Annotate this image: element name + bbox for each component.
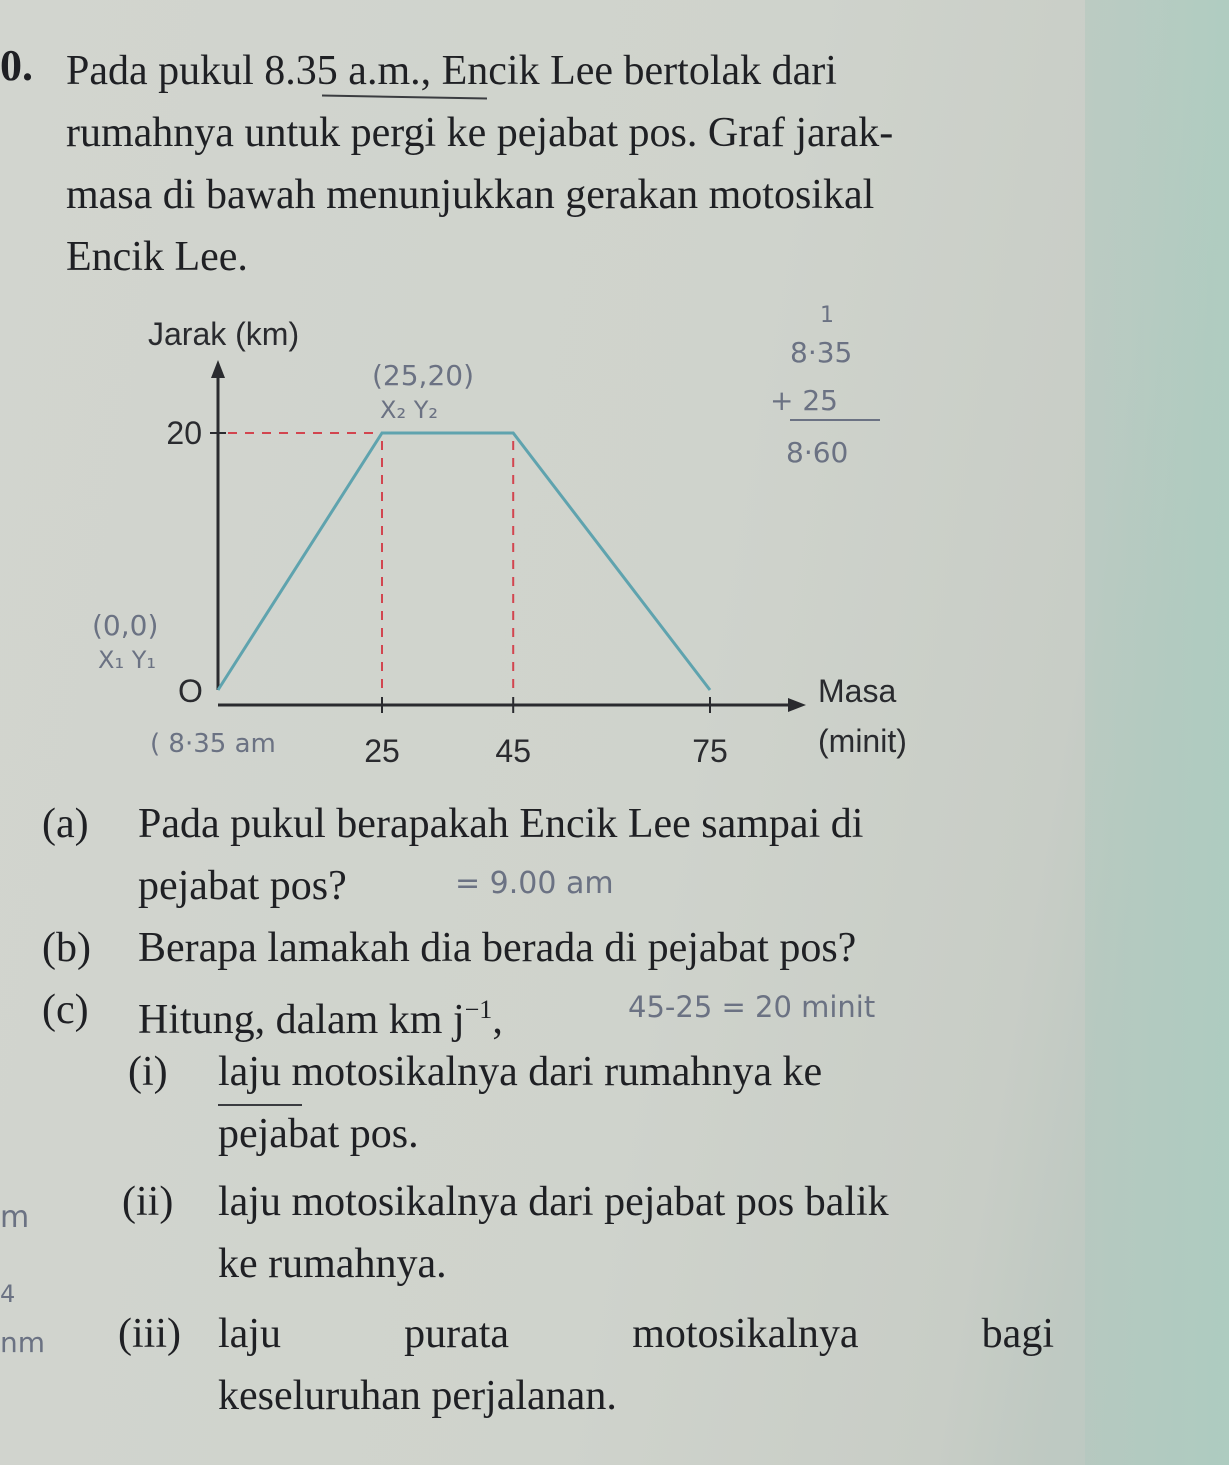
x-axis-label-line2: (minit): [818, 723, 907, 759]
part-a-line1: Pada pukul berapakah Encik Lee sampai di: [138, 801, 864, 847]
x-tick-label: 75: [692, 733, 728, 769]
question-line: rumahnya untuk pergi ke pejabat pos. Graf jarak-: [66, 110, 894, 156]
handwritten-calc-line2: + 25: [770, 384, 838, 417]
handwritten-answer-a: = 9.00 am: [455, 866, 614, 901]
part-c-i-line2: pejabat pos.: [218, 1111, 419, 1157]
handwritten-margin-m: m: [0, 1200, 30, 1235]
part-c-ii-label: (ii): [122, 1179, 174, 1225]
part-c-iii-label: (iii): [118, 1311, 181, 1357]
y-tick-label: 20: [166, 415, 202, 451]
x-tick-label: 45: [495, 733, 531, 769]
part-c-iii-word: motosikalnya: [632, 1311, 859, 1357]
handwritten-point-top-vars: X₂ Y₂: [380, 396, 438, 424]
question-line: masa di bawah menunjukkan gerakan motosikal: [66, 172, 875, 218]
origin-label: O: [178, 673, 203, 709]
part-c-iii-word: purata: [404, 1311, 510, 1357]
part-a-label: (a): [42, 801, 89, 847]
part-c-superscript: −1: [464, 995, 493, 1024]
part-b-text: Berapa lamakah dia berada di pejabat pos?: [138, 925, 857, 971]
handwritten-point-origin-vars: X₁ Y₁: [98, 646, 156, 674]
part-a-line2: pejabat pos?: [138, 863, 347, 909]
handwritten-margin-nm: nm: [0, 1326, 46, 1359]
distance-series-line: [218, 433, 710, 690]
handwritten-calc-line1: 8·35: [790, 336, 853, 369]
part-c-iii-word: bagi: [981, 1311, 1054, 1357]
part-b-label: (b): [42, 925, 91, 971]
question-line: Pada pukul 8.35 a.m., Encik Lee bertolak dari: [66, 48, 837, 94]
handwritten-margin-4: 4: [0, 1280, 16, 1308]
part-c-i-label: (i): [128, 1049, 168, 1095]
part-c-ii-line2: ke rumahnya.: [218, 1241, 447, 1287]
y-axis-label: Jarak (km): [148, 316, 300, 352]
part-c-text-main: Hitung, dalam km j: [138, 997, 465, 1043]
part-c-comma: ,: [492, 997, 503, 1043]
question-number: 0.: [0, 41, 33, 90]
question-paragraph: [66, 40, 1046, 288]
x-axis-label-line1: Masa: [818, 673, 897, 709]
part-c-text: [138, 986, 503, 1044]
handwritten-point-top: (25,20): [372, 359, 475, 392]
handwritten-calc-line3: 8·60: [786, 436, 849, 469]
handwritten-start-time: ( 8·35 am: [150, 729, 276, 759]
part-c-ii-line1: laju motosikalnya dari pejabat pos balik: [218, 1179, 889, 1225]
part-c-iii-word: laju: [218, 1311, 281, 1357]
part-c-iii-line1: [218, 1310, 1054, 1358]
distance-time-graph: [0, 290, 1229, 790]
handwritten-underline-laju: [218, 1104, 302, 1106]
part-c-iii-line2: keseluruhan perjalanan.: [218, 1373, 617, 1419]
question-line: Encik Lee.: [66, 234, 248, 280]
handwritten-answer-b: 45-25 = 20 minit: [628, 990, 876, 1024]
x-axis-arrow: [788, 698, 806, 712]
y-axis-arrow: [211, 360, 225, 378]
part-c-i-line1: laju motosikalnya dari rumahnya ke: [218, 1049, 823, 1095]
x-tick-label: 25: [364, 733, 400, 769]
handwritten-calc-carry: 1: [820, 303, 834, 328]
handwritten-point-origin: (0,0): [92, 609, 159, 642]
part-c-label: (c): [42, 987, 89, 1033]
